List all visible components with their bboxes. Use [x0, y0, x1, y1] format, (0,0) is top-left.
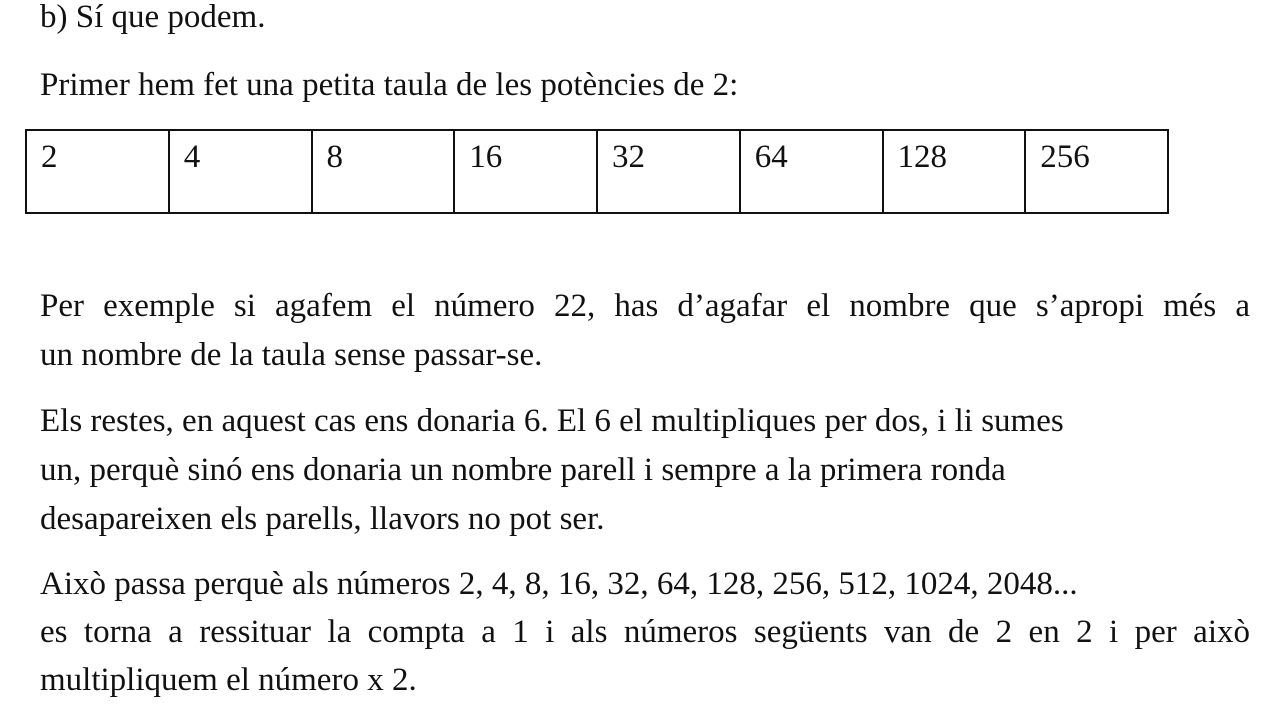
table-cell: 32 — [597, 130, 740, 213]
table-cell: 128 — [883, 130, 1026, 213]
paragraph-1-line-1: Per exemple si agafem el número 22, has d’agafar el nombre que s’apropi més a — [40, 288, 1250, 324]
paragraph-3-line-1: Això passa perquè als números 2, 4, 8, 16, 32, 64, 128, 256, 512, 1024, 2048... — [40, 566, 1078, 602]
table-cell: 8 — [312, 130, 455, 213]
powers-of-two-table — [25, 129, 1169, 214]
table-cell: 2 — [26, 130, 169, 213]
paragraph-1-line-2: un nombre de la taula sense passar-se. — [40, 337, 543, 373]
table-row — [26, 130, 1168, 213]
intro-text: Primer hem fet una petita taula de les potències de 2: — [40, 67, 739, 103]
paragraph-3-line-2: es torna a ressituar la compta a 1 i als números següents van de 2 en 2 i per això — [40, 614, 1250, 650]
heading: b) Sí que podem. — [40, 0, 266, 35]
paragraph-3-line-3: multipliquem el número x 2. — [40, 662, 417, 698]
paragraph-2-line-3: desapareixen els parells, llavors no pot ser. — [40, 501, 605, 537]
table-cell: 16 — [454, 130, 597, 213]
table-cell: 4 — [169, 130, 312, 213]
table-cell: 256 — [1025, 130, 1168, 213]
paragraph-2-line-1: Els restes, en aquest cas ens donaria 6. El 6 el multipliques per dos, i li sumes — [40, 403, 1064, 439]
paragraph-2-line-2: un, perquè sinó ens donaria un nombre parell i sempre a la primera ronda — [40, 452, 1006, 488]
table-cell: 64 — [740, 130, 883, 213]
